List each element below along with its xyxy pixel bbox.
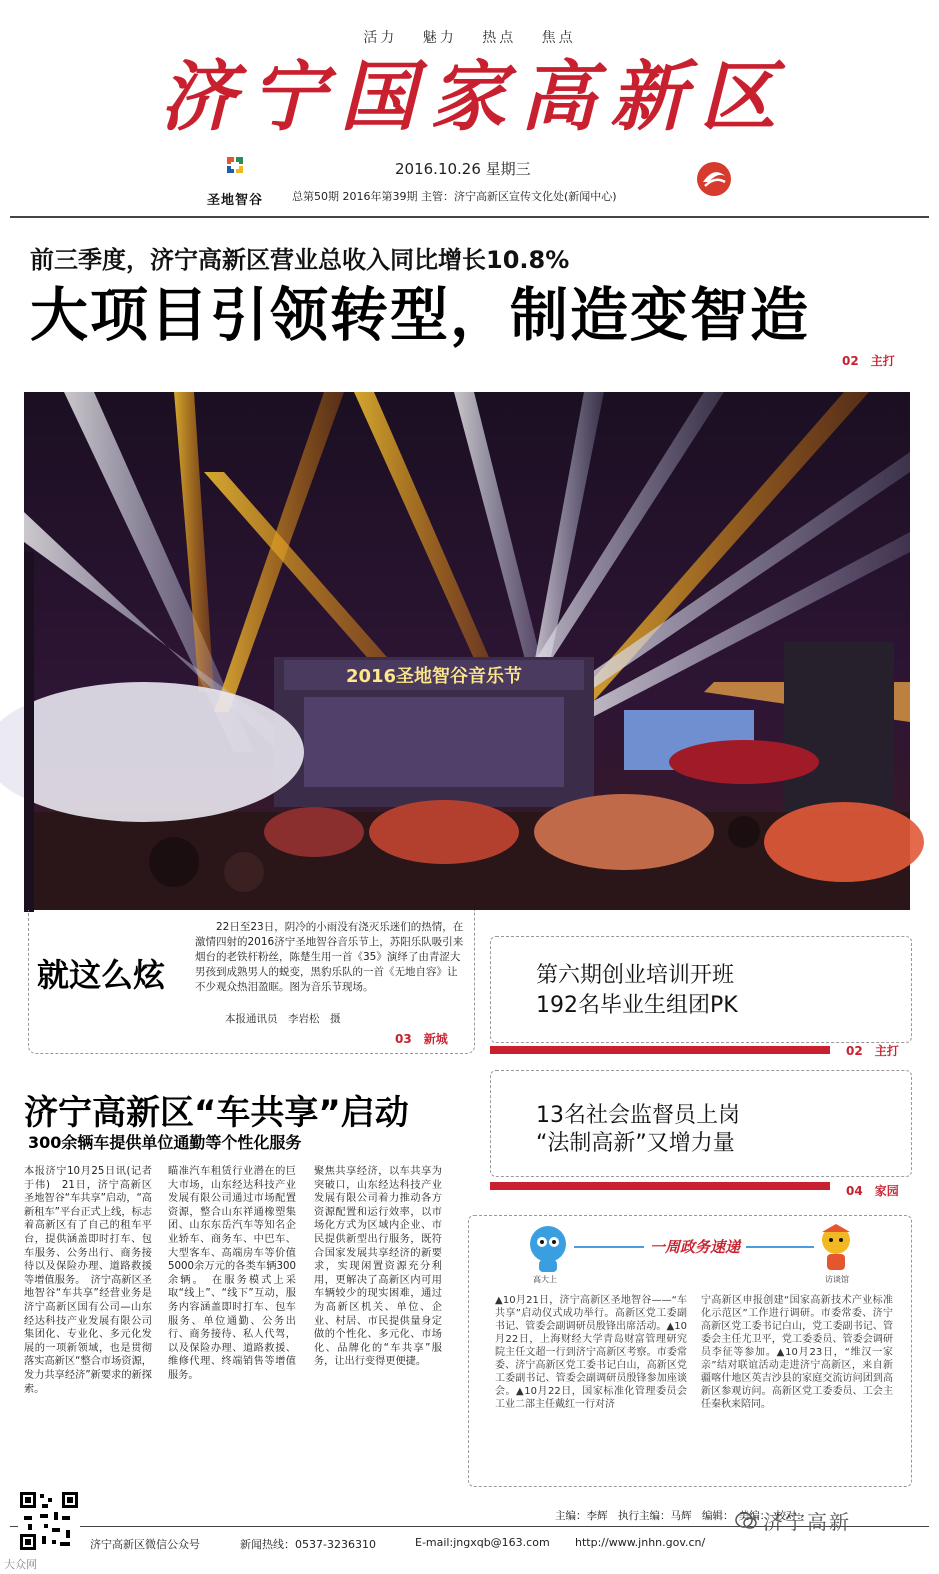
masthead-title: 济宁国家高新区: [160, 52, 790, 141]
teaser2-red-bar: [490, 1182, 830, 1190]
teaser2-page-ref[interactable]: 04 家园: [846, 1184, 899, 1198]
caption-text: 22日至23日，阴冷的小雨没有浇灭乐迷们的热情，在激情四射的2016济宁圣地智谷音乐节上，苏阳乐队吸引来烟台的老铁杆粉丝，陈楚生用一首《35》演绎了由青涩大男孩到成熟男人的蜕变，黑豹乐队的一首《无地自容》让不少观众热泪盈眶。图为音乐节现场。: [195, 921, 464, 993]
corner-watermark: 大众网: [4, 1558, 37, 1571]
issue-info: 总第50期 2016年第39期 主管：济宁高新区宣传文化处(新闻中心): [292, 190, 617, 203]
article-column-3: 聚焦共享经济，以车共享为突破口，山东经达科技产业发展有限公司着力推动各方资源配置和运行效率，以市场化方式为区域内企业、市民提供新型出行服务，既符合国家发展共享经济的新要求，实现闲置资源充分利用，更解决了高新区内可用车辆较少的现实困难，通过为高新区机关、单位、企业、村居、市民提供量身定做的个性化、多元化、市场化、品牌化的“车共享”服务，让出行变得更便捷。: [314, 1166, 442, 1368]
teaser2-line1: 13名社会监督员上岗: [536, 1103, 740, 1128]
editor-credits: 主编：李辉 执行主编：马辉 编辑： 美编： 校对：: [555, 1510, 807, 1522]
footer-email[interactable]: E-mail:jngxqb@163.com: [415, 1536, 550, 1549]
article-column-1: 本报济宁10月25日讯(记者 于伟) 21日，济宁高新区圣地智谷“车共享”启动，“高新租车”平台正式上线，标志着高新区有了自己的租车平台，提供涵盖即时打车、包车服务、公务出行、商务接待以及保险办理、道路救援等增值服务。 济宁高新区圣地智谷“车共享”经营业务是济宁高新区国有公司—山东经达科技产业发展有限公司集团化、专业化、多元化发展的一项新领域，也是贯彻落实高新区“整合市场资源，发力共享经济”新要求的新探索。: [24, 1166, 163, 1395]
mascot-right-label: 访谈馆: [825, 1275, 849, 1284]
footer-hotline: 新闻热线：0537-3236310: [240, 1538, 376, 1551]
newspaper-emblem-icon: [695, 160, 733, 198]
wechat-icon: [735, 1511, 757, 1531]
wechat-qr-code-icon[interactable]: [18, 1490, 80, 1552]
sponsor-logo: [195, 155, 275, 208]
teaser-startup-training[interactable]: [490, 936, 912, 1043]
caption-credit: 本报通讯员 李岩松 摄: [225, 1013, 341, 1025]
teaser1-line1: 第六期创业培训开班: [536, 963, 735, 988]
weekly-briefs-box: [468, 1215, 912, 1487]
watermark-text: 济宁高新: [763, 1510, 851, 1534]
stage-banner-text: 2016圣地智谷音乐节: [345, 666, 523, 687]
briefs-right-column: 宁高新区申报创建“国家高新技术产业标准化示范区”工作进行调研。市委常委、济宁高新区党工委书记白山，党工委副书记、管委会主任尤卫平，党工委委员、管委会调研员李征等参加。▲10月23日，“维汉一家亲”结对联谊活动走进济宁高新区，来自新疆喀什地区英吉沙县的家庭交流访问团到高新区参观访问。高新区党工委委员、工会主任秦秋来陪同。: [701, 1295, 893, 1410]
concert-photo: [24, 392, 910, 910]
article-column-2: 瞄准汽车租赁行业潜在的巨大市场，山东经达科技产业发展有限公司通过市场配置资源，整合山东祥通橡塑集团、山东东岳汽车等知名企业轿车、商务车、中巴车、大型客车、高端房车等价值5000余万元的各类车辆300余辆。 在服务模式上采取“线上”、“线下”互动，服务内容涵盖即时打车、包车服务、单位通勤、公务出行、商务接待、私人代驾，以及保险办理、道路救援、维修代理、终端销售等增值服务。: [168, 1166, 296, 1381]
masthead-rule: [10, 216, 929, 218]
photo-caption-box: [28, 910, 475, 1054]
teaser1-page-ref[interactable]: 02 主打: [846, 1044, 899, 1058]
mascot-right-icon: [813, 1222, 859, 1274]
briefs-left-column: ▲10月21日，济宁高新区圣地智谷——“车共享”启动仪式成功举行。高新区党工委副书记、管委会副调研员殷锋出席活动。▲10月22日，上海财经大学青岛财富管理研究院主任文超一行到济宁高新区考察。市委常委、济宁高新区党工委书记白山，高新区党工委副书记、管委会副调研员殷锋参加座谈会。▲10月22日，国家标准化管理委员会工业二部主任戴红一行对济: [495, 1295, 687, 1410]
concert-scene-illustration: [24, 392, 910, 910]
sponsor-logo-text: 圣地智谷: [206, 193, 263, 208]
lead-kicker: 前三季度，济宁高新区营业总收入同比增长10.8%: [30, 246, 570, 274]
caption-page-ref[interactable]: 03 新城: [395, 1032, 448, 1046]
mascot-left-label: 高大上: [533, 1275, 557, 1284]
teaser1-red-bar: [490, 1046, 830, 1054]
caption-title: 就这么炫: [37, 956, 166, 994]
footer-website[interactable]: http://www.jnhn.gov.cn/: [575, 1536, 706, 1549]
lead-headline: 大项目引领转型，制造变智造: [30, 281, 811, 349]
article-headline: 济宁高新区“车共享”启动: [24, 1093, 409, 1133]
sponsor-logo-icon: [215, 155, 255, 185]
footer-wechat: 济宁高新区微信公众号: [90, 1538, 200, 1551]
briefs-title: 一周政务速递: [644, 1236, 746, 1257]
wechat-watermark: [735, 1506, 851, 1535]
masthead-tagline: 活力 魅力 热点 焦点: [363, 30, 576, 46]
issue-date: 2016.10.26 星期三: [395, 160, 531, 178]
lead-page-ref[interactable]: 02 主打: [842, 354, 895, 368]
teaser1-line2: 192名毕业生组团PK: [536, 993, 738, 1018]
mascot-left-icon: [525, 1222, 571, 1274]
teaser-supervisors[interactable]: [490, 1070, 912, 1177]
teaser2-line2: “法制高新”又增力量: [536, 1131, 735, 1156]
article-subhead: 300余辆车提供单位通勤等个性化服务: [28, 1133, 302, 1152]
